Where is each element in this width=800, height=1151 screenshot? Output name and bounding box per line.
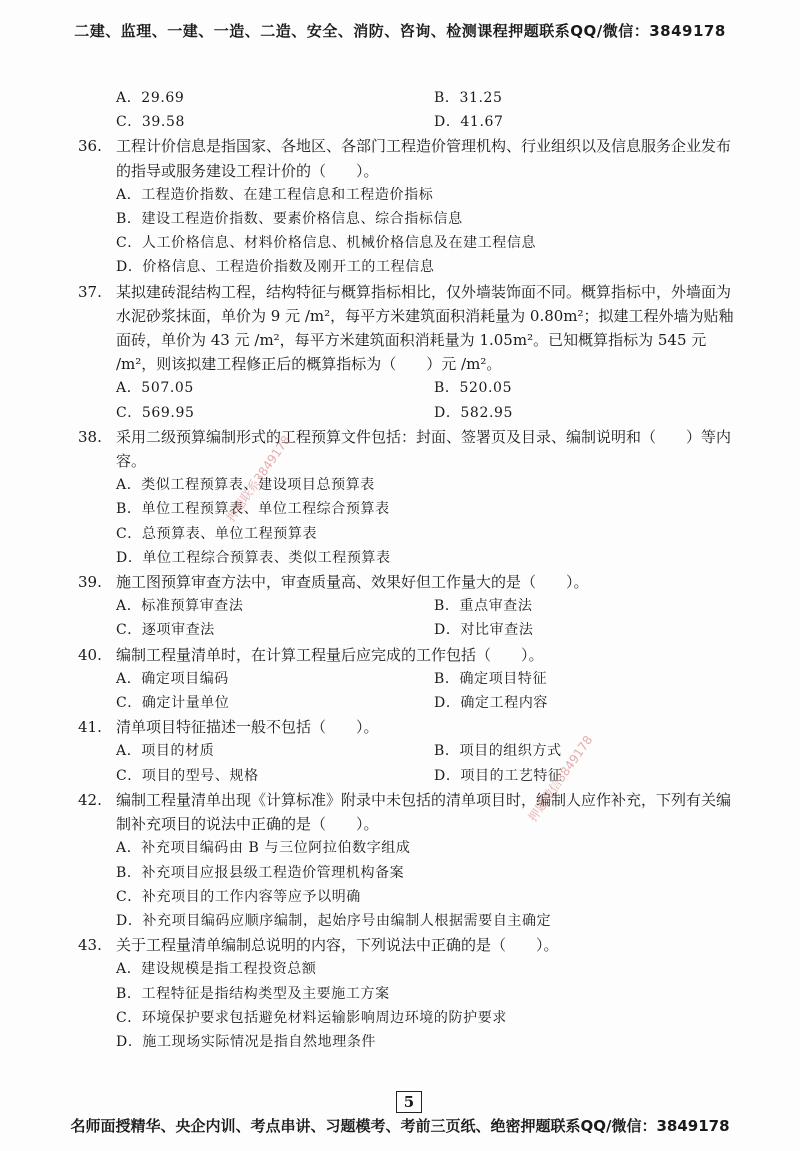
option: B．520.05: [434, 380, 513, 397]
option: C．项目的型号、规格: [116, 767, 259, 784]
option: A．507.05: [116, 380, 194, 397]
option: C．总预算表、单位工程预算表: [116, 525, 318, 542]
option: C．环境保护要求包括避免材料运输影响周边环境的防护要求: [116, 1009, 507, 1026]
option: C．逐项审查法: [116, 622, 215, 639]
question-41: [0, 715, 800, 739]
question-number: 36.: [78, 137, 102, 156]
option: B．补充项目应报县级工程造价管理机构备案: [116, 864, 405, 881]
option: B．建设工程造价指数、要素价格信息、综合指标信息: [116, 211, 463, 228]
question-40: [0, 643, 800, 667]
question-number: 42.: [78, 790, 102, 809]
prev-options-row-1: [0, 86, 800, 110]
question-stem: 清单项目特征描述一般不包括（ ）。: [116, 718, 379, 737]
question-stem: 施工图预算审查方法中，审查质量高、效果好但工作量大的是（ ）。: [116, 573, 589, 592]
option: C．人工价格信息、材料价格信息、机械价格信息及在建工程信息: [116, 235, 537, 252]
question-43: [0, 933, 800, 957]
option: B．确定项目特征: [434, 670, 548, 687]
option: A．建设规模是指工程投资总额: [116, 961, 317, 978]
question-36: [0, 134, 800, 182]
question-number: 39.: [78, 573, 102, 592]
option: B．31.25: [434, 90, 503, 106]
options-row: [0, 691, 800, 715]
options-row: [0, 376, 800, 400]
question-38: [0, 425, 800, 473]
option: A．项目的材质: [116, 743, 215, 760]
option: A．标准预算审查法: [116, 598, 244, 615]
question-37: [0, 280, 800, 377]
option: B．工程特征是指结构类型及主要施工方案: [116, 985, 390, 1002]
option: B．项目的组织方式: [434, 743, 562, 760]
page-header: 二建、监理、一建、一造、二造、安全、消防、咨询、检测课程押题联系QQ/微信：3849178: [74, 22, 726, 40]
options-row: [0, 618, 800, 642]
question-number: 37.: [78, 282, 102, 301]
question-stem: 工程计价信息是指国家、各地区、各部门工程造价管理机构、行业组织以及信息服务企业发布的指导或服务建设工程计价的（ ）。: [116, 137, 732, 180]
prev-options-row-2: [0, 110, 800, 134]
option: D．补充项目编码应顺序编制，起始序号由编制人根据需要自主确定: [116, 912, 552, 929]
question-number: 41.: [78, 718, 102, 737]
option: D．单位工程综合预算表、类似工程预算表: [116, 549, 391, 566]
option: D．施工现场实际情况是指自然地理条件: [116, 1033, 377, 1050]
question-stem: 采用二级预算编制形式的工程预算文件包括：封面、签署页及目录、编制说明和（ ）等内容。: [116, 427, 732, 471]
question-number: 40.: [78, 645, 102, 664]
option: A．29.69: [116, 90, 185, 106]
option: C．确定计量单位: [116, 695, 230, 712]
page-number: 5: [396, 1091, 422, 1113]
question-number: 38.: [78, 427, 102, 446]
question-stem: 编制工程量清单出现《计算标准》附录中未包括的清单项目时，编制人应作补充，下列有关编制补充项目的说法中正确的是（ ）。: [116, 790, 732, 834]
question-42: [0, 788, 800, 836]
option: B．重点审查法: [434, 598, 533, 615]
options-row: [0, 401, 800, 425]
option: D．582.95: [434, 404, 514, 421]
option: A．类似工程预算表、建设项目总预算表: [116, 477, 375, 494]
options-row: [0, 667, 800, 691]
question-39: [0, 570, 800, 594]
question-number: 43.: [78, 936, 102, 955]
page-content: [0, 86, 800, 1054]
option: D．价格信息、工程造价指数及刚开工的工程信息: [116, 259, 435, 276]
option: D．项目的工艺特征: [434, 767, 563, 784]
options-row: [0, 594, 800, 618]
option: C．569.95: [116, 404, 195, 421]
option: D．确定工程内容: [434, 695, 549, 712]
question-stem: 关于工程量清单编制总说明的内容，下列说法中正确的是（ ）。: [116, 936, 559, 955]
option: A．工程造价指数、在建工程信息和工程造价指标: [116, 186, 434, 203]
option: D．41.67: [434, 114, 504, 131]
question-stem: 某拟建砖混结构工程，结构特征与概算指标相比，仅外墙装饰面不同。概算指标中，外墙面为水泥砂浆抹面，单价为 9 元 /m²，每平方米建筑面积消耗量为 0.80m²；拟建工程外墙为贴釉面砖，单价为 43 元 /m²，每平方米建筑面积消耗量为 1.05m²。已知概算指标为 545 元 /m²，则该拟建工程修正后的概算指标为（ ）元 /m²。: [116, 282, 734, 374]
option: A．补充项目编码由 B 与三位阿拉伯数字组成: [116, 840, 411, 857]
option: C．补充项目的工作内容等应予以明确: [116, 888, 361, 905]
watermark: 押题联系3849178: [223, 433, 294, 525]
options-row: [0, 739, 800, 763]
options-row: [0, 764, 800, 788]
option: C．39.58: [116, 114, 185, 131]
page-footer: 名师面授精华、央企内训、考点串讲、习题模考、考前三页纸、绝密押题联系QQ/微信：3849178: [70, 1117, 730, 1135]
watermark: 押题微信3849178: [525, 733, 596, 825]
option: B．单位工程预算表、单位工程综合预算表: [116, 501, 390, 518]
question-stem: 编制工程量清单时，在计算工程量后应完成的工作包括（ ）。: [116, 645, 544, 664]
option: A．确定项目编码: [116, 670, 229, 687]
option: D．对比审查法: [434, 622, 534, 639]
